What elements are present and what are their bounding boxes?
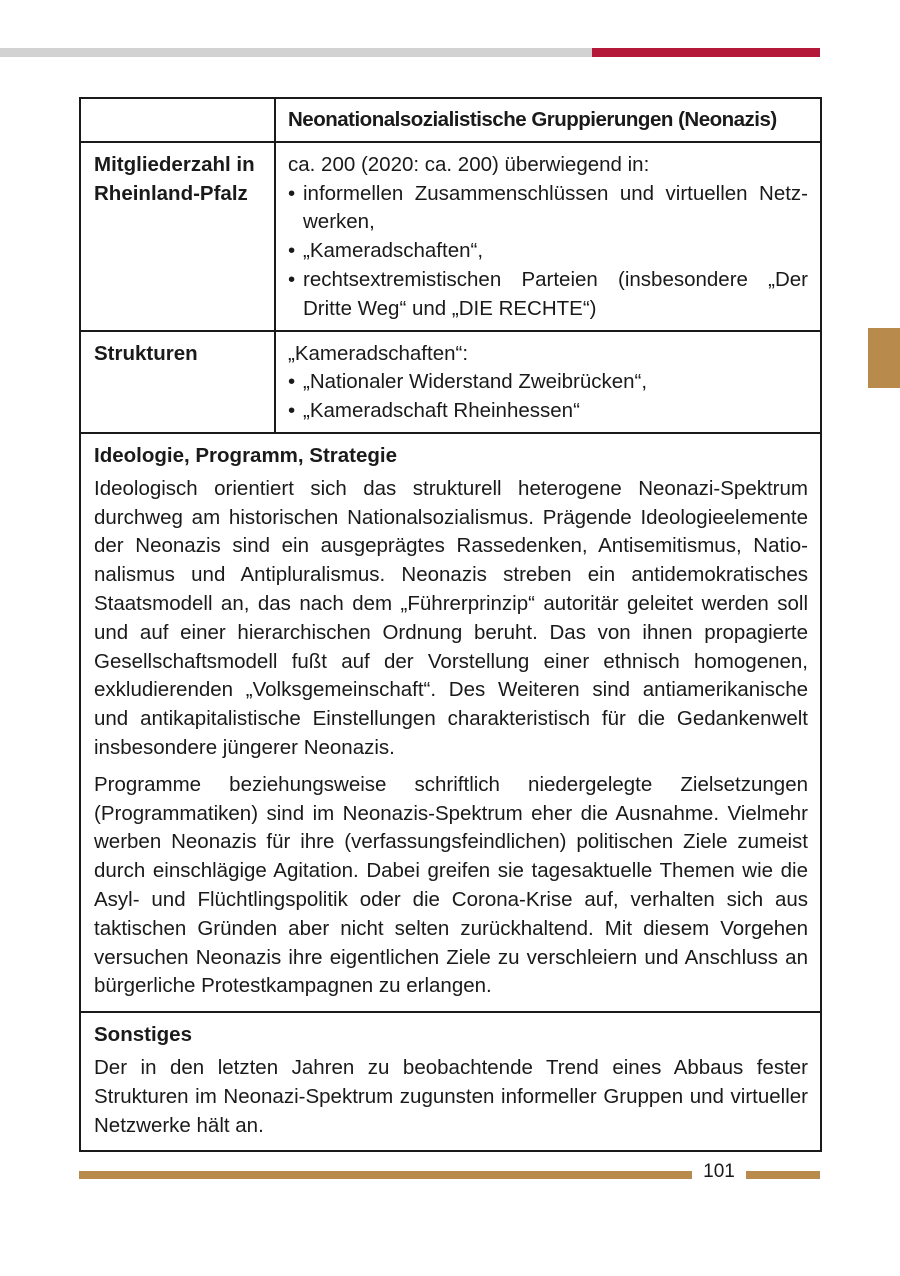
header-empty-cell [80, 98, 275, 142]
members-label-line1: Mitgliederzahl in [94, 152, 255, 176]
ideology-section [80, 433, 821, 1012]
other-paragraph: Der in den letzten Jahren zu beobachtende Trend eines Abbaus fester Strukturen im Neonazi-Spektrum zugunsten informeller Gruppen und virtueller Netzwerke hält an. [94, 1055, 808, 1137]
top-decor-bar-red [592, 48, 820, 57]
ideology-row [80, 433, 821, 1012]
other-heading: Sonstiges [94, 1023, 192, 1047]
chapter-side-tab [868, 328, 900, 388]
table-header-row [80, 98, 821, 142]
members-intro: ca. 200 (2020: ca. 200) überwiegend in: [288, 152, 650, 176]
neonazi-info-table [79, 97, 822, 1152]
ideology-paragraph-1: Ideologisch orientiert sich das strukturell heterogene Neonazi-Spektrum durchweg am historischen Nationalsozialismus. Prägende Ideologieelemente der Neonazis sind ein ausgeprägtes Rassedenken, Antisemitismus, Nationalismus und Antipluralismus. Neonazis streben ein antidemokratisches Staatsmodell an, das nach dem „Führerprinzip“ autoritär geleitet werden soll und auf einer hierarchischen Ordnung beruht. Das von ihnen propagierte Gesellschaftsmodell fußt auf der Vorstellung einer ethnisch homogenen, exkludierenden „Volksgemeinschaft“. Des Weiteren sind antiamerikanische und antikapitalistische Einstellungen charakteristisch für die Gedankenwelt insbesondere jüngerer Neonazis. [94, 476, 808, 759]
members-value [275, 142, 821, 331]
structures-row [80, 331, 821, 433]
members-label-line2: Rheinland-Pfalz [94, 181, 248, 205]
ideology-paragraph-2: Programme beziehungsweise schriftlich niedergelegte Zielsetzungen (Programmatiken) sind im Neonazis-Spektrum eher die Ausnahme. Vielmehr werben Neonazis für ihre (verfassungsfeindlichen) politischen Ziele zumeist durch einschlägige Agitation. Dabei greifen sie tagesaktuelle Themen wie die Asyl- und Flüchtlingspolitik oder die Corona-Krise auf, verhalten sich aus taktischen Gründen aber nicht selten zurückhaltend. Mit diesem Vorgehen versuchen Neonazis ihre eigentlichen Ziele zu verschleiern und Anschluss an bürgerliche Protestkampagnen zu erlangen. [94, 772, 808, 998]
footer-decor-bar-left [79, 1171, 692, 1179]
list-item: • „Nationaler Widerstand Zweibrücken“, [288, 368, 808, 397]
top-decor-bar-gray [0, 48, 592, 57]
structures-label: Strukturen [80, 331, 275, 433]
list-item: • „Kameradschaft Rheinhessen“ [288, 397, 808, 426]
list-item: • informellen Zusammenschlüssen und virtuellen Netzwerken, [288, 180, 808, 238]
footer-decor-bar-right [746, 1171, 820, 1179]
members-list [288, 180, 808, 324]
structures-value [275, 331, 821, 433]
structures-list [288, 368, 808, 426]
other-section [80, 1012, 821, 1151]
members-row [80, 142, 821, 331]
table-header-title: Neonationalsozialistische Gruppierungen (Neonazis) [275, 98, 821, 142]
other-row [80, 1012, 821, 1151]
list-item: • „Kameradschaften“, [288, 237, 808, 266]
structures-intro: „Kameradschaften“: [288, 341, 469, 365]
members-label [80, 142, 275, 331]
ideology-heading: Ideologie, Programm, Strategie [94, 443, 398, 467]
list-item: • rechtsextremistischen Parteien (insbesondere „Der Dritte Weg“ und „DIE RECHTE“) [288, 266, 808, 324]
page-number: 101 [703, 1161, 735, 1182]
